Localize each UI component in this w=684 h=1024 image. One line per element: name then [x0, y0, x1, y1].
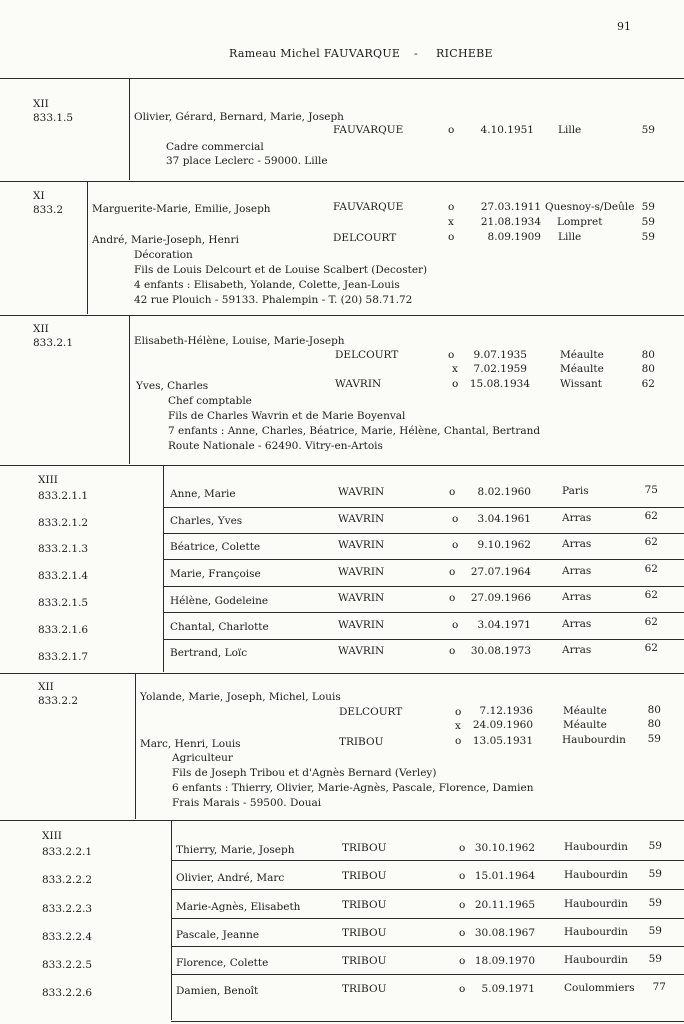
birth-symbol: o — [448, 349, 455, 361]
birth-department: 59 — [648, 897, 662, 909]
row-divider — [163, 507, 684, 508]
birth-symbol: o — [452, 619, 459, 631]
birth-place: Paris — [562, 485, 589, 497]
section-divider — [0, 820, 684, 821]
birth-department: 80 — [641, 349, 655, 361]
entry-code: 833.2.1.2 — [38, 517, 89, 529]
birth-place: Méaulte — [563, 705, 607, 717]
birth-date: 20.11.1965 — [474, 899, 535, 911]
children: 7 enfants : Anne, Charles, Béatrice, Marie, Hélène, Chantal, Bertrand — [168, 425, 541, 437]
birth-date: 27.03.1911 — [480, 201, 541, 213]
person-given-names: Hélène, Godeleine — [170, 595, 269, 607]
birth-symbol: o — [449, 486, 456, 498]
person-surname: TRIBOU — [342, 983, 387, 995]
spouse-surname: DELCOURT — [333, 232, 397, 244]
person-given-names: Marguerite-Marie, Emilie, Joseph — [92, 203, 271, 215]
birth-department: 62 — [644, 536, 658, 548]
entry-code: 833.2.2.1 — [42, 846, 93, 858]
birth-department: 59 — [648, 953, 662, 965]
section-vertical-rule — [87, 181, 88, 314]
address: 42 rue Plouich - 59133. Phalempin - T. (20) 58.71.72 — [134, 294, 413, 306]
person-given-names: Marie-Agnès, Elisabeth — [176, 901, 301, 913]
person-given-names: Olivier, André, Marc — [176, 872, 285, 884]
person-surname: WAVRIN — [338, 513, 385, 525]
person-given-names: Charles, Yves — [170, 515, 243, 527]
marriage-symbol: x — [455, 720, 461, 732]
row-divider — [171, 974, 684, 975]
section-vertical-rule — [163, 465, 164, 672]
marriage-department: 80 — [647, 718, 661, 730]
person-surname: FAUVARQUE — [333, 201, 404, 213]
parents: Fils de Louis Delcourt et de Louise Scalbert (Decoster) — [134, 264, 428, 276]
page-title-left: Rameau Michel FAUVARQUE — [229, 47, 401, 60]
birth-date: 15.01.1964 — [474, 870, 535, 882]
person-given-names: Béatrice, Colette — [170, 541, 261, 553]
person-surname: WAVRIN — [338, 539, 385, 551]
spouse-birth-symbol: o — [452, 378, 459, 390]
spouse-birth-place: Wissant — [560, 378, 602, 390]
row-divider — [163, 533, 684, 534]
birth-symbol: o — [455, 706, 462, 718]
section-divider — [0, 465, 684, 466]
birth-symbol: o — [459, 842, 466, 854]
generation-label: XIII — [38, 474, 58, 486]
birth-place: Arras — [562, 538, 592, 550]
birth-department: 62 — [644, 563, 658, 575]
spouse-birth-place: Lille — [558, 231, 582, 243]
birth-date: 30.08.1973 — [470, 645, 531, 657]
person-given-names: Bertrand, Loïc — [170, 647, 248, 659]
section-divider — [0, 315, 684, 316]
birth-date: 4.10.1951 — [480, 124, 534, 136]
marriage-department: 80 — [641, 363, 655, 375]
marriage-symbol: x — [448, 216, 454, 228]
spouse-surname: WAVRIN — [335, 378, 382, 390]
entry-code: 833.2.1.5 — [38, 597, 89, 609]
birth-place: Haubourdin — [564, 954, 628, 966]
person-given-names: Damien, Benoît — [176, 985, 259, 997]
birth-place: Lille — [558, 124, 582, 136]
person-surname: WAVRIN — [338, 645, 385, 657]
birth-department: 62 — [644, 642, 658, 654]
birth-place: Méaulte — [560, 349, 604, 361]
generation-label: XI — [33, 190, 45, 202]
marriage-department: 59 — [641, 216, 655, 228]
section-vertical-rule — [171, 820, 172, 1020]
birth-date: 7.12.1936 — [479, 705, 533, 717]
person-surname: WAVRIN — [338, 566, 385, 578]
person-given-names: Yolande, Marie, Joseph, Michel, Louis — [140, 691, 341, 703]
birth-date: 18.09.1970 — [474, 955, 535, 967]
page-title-separator: - — [414, 47, 419, 60]
page-number: 91 — [617, 20, 631, 33]
entry-code: 833.2.2 — [38, 695, 79, 707]
section-vertical-rule — [135, 673, 136, 819]
birth-date: 3.04.1961 — [477, 513, 531, 525]
occupation: Cadre commercial — [166, 141, 264, 153]
birth-department: 77 — [652, 981, 666, 993]
row-divider — [163, 586, 684, 587]
parents: Fils de Joseph Tribou et d'Agnès Bernard (Verley) — [172, 767, 437, 779]
generation-label: XII — [33, 98, 49, 110]
spouse-given-names: Marc, Henri, Louis — [140, 738, 241, 750]
generation-label: XII — [38, 681, 54, 693]
person-given-names: Pascale, Jeanne — [176, 929, 260, 941]
birth-date: 5.09.1971 — [481, 983, 535, 995]
birth-place: Arras — [562, 591, 592, 603]
marriage-date: 7.02.1959 — [473, 363, 527, 375]
page-title-right: RICHEBE — [436, 47, 493, 60]
section-divider — [0, 78, 684, 79]
birth-symbol: o — [459, 870, 466, 882]
birth-symbol: o — [449, 645, 456, 657]
spouse-birth-place: Haubourdin — [562, 734, 626, 746]
children: 6 enfants : Thierry, Olivier, Marie-Agnès, Pascale, Florence, Damien — [172, 782, 534, 794]
person-surname: TRIBOU — [342, 927, 387, 939]
birth-place: Haubourdin — [564, 841, 628, 853]
person-surname: TRIBOU — [342, 899, 387, 911]
address: 37 place Leclerc - 59000. Lille — [166, 155, 328, 167]
birth-symbol: o — [459, 955, 466, 967]
entry-code: 833.1.5 — [33, 112, 74, 124]
row-divider — [163, 639, 684, 640]
row-divider — [163, 612, 684, 613]
birth-date: 3.04.1971 — [477, 619, 531, 631]
person-surname: FAUVARQUE — [333, 124, 404, 136]
birth-place: Arras — [562, 618, 592, 630]
birth-place: Coulommiers — [564, 982, 635, 994]
birth-department: 59 — [648, 925, 662, 937]
marriage-date: 21.08.1934 — [480, 216, 541, 228]
marriage-date: 24.09.1960 — [472, 719, 533, 731]
birth-department: 62 — [644, 589, 658, 601]
birth-department: 59 — [648, 868, 662, 880]
entry-code: 833.2.1.6 — [38, 624, 89, 636]
marriage-place: Méaulte — [560, 363, 604, 375]
birth-date: 8.02.1960 — [477, 486, 531, 498]
spouse-birth-date: 15.08.1934 — [469, 378, 530, 390]
birth-symbol: o — [449, 592, 456, 604]
person-surname: TRIBOU — [342, 955, 387, 967]
person-surname: TRIBOU — [342, 870, 387, 882]
section-vertical-rule — [129, 78, 130, 180]
birth-department: 80 — [647, 704, 661, 716]
birth-department: 75 — [644, 484, 658, 496]
row-divider — [171, 860, 684, 861]
person-surname: WAVRIN — [338, 619, 385, 631]
row-divider — [163, 559, 684, 560]
person-given-names: Marie, Françoise — [170, 568, 261, 580]
address: Frais Marais - 59500. Douai — [172, 797, 322, 809]
entry-code: 833.2.2.3 — [42, 903, 93, 915]
birth-date: 30.08.1967 — [474, 927, 535, 939]
marriage-symbol: x — [452, 363, 458, 375]
birth-place: Haubourdin — [564, 898, 628, 910]
birth-date: 9.07.1935 — [473, 349, 527, 361]
entry-code: 833.2.2.2 — [42, 874, 93, 886]
entry-code: 833.2.2.4 — [42, 931, 93, 943]
person-surname: WAVRIN — [338, 592, 385, 604]
birth-department: 62 — [644, 616, 658, 628]
birth-symbol: o — [452, 539, 459, 551]
section-vertical-rule — [129, 315, 130, 464]
section-divider — [0, 673, 684, 674]
birth-symbol: o — [448, 124, 455, 136]
person-surname: DELCOURT — [339, 706, 403, 718]
birth-date: 30.10.1962 — [474, 842, 535, 854]
birth-department: 59 — [648, 840, 662, 852]
generation-label: XIII — [42, 830, 62, 842]
person-given-names: Chantal, Charlotte — [170, 621, 269, 633]
birth-symbol: o — [449, 566, 456, 578]
entry-code: 833.2.1.3 — [38, 543, 89, 555]
address: Route Nationale - 62490. Vitry-en-Artois — [168, 440, 383, 452]
children: 4 enfants : Elisabeth, Yolande, Colette, Jean-Louis — [134, 279, 400, 291]
row-divider — [171, 918, 684, 919]
birth-symbol: o — [459, 927, 466, 939]
entry-code: 833.2.2.5 — [42, 959, 93, 971]
occupation: Agriculteur — [172, 752, 233, 764]
decoration: Décoration — [134, 249, 193, 261]
entry-code: 833.2.2.6 — [42, 987, 93, 999]
row-divider — [171, 889, 684, 890]
person-given-names: Anne, Marie — [170, 488, 236, 500]
person-surname: WAVRIN — [338, 486, 385, 498]
spouse-birth-date: 8.09.1909 — [487, 231, 541, 243]
entry-code: 833.2.1 — [33, 337, 74, 349]
person-surname: TRIBOU — [342, 842, 387, 854]
birth-place: Arras — [562, 512, 592, 524]
spouse-surname: TRIBOU — [339, 736, 384, 748]
person-surname: DELCOURT — [335, 349, 399, 361]
birth-date: 27.09.1966 — [470, 592, 531, 604]
birth-place: Arras — [562, 565, 592, 577]
birth-place: Quesnoy-s/Deûle — [545, 201, 635, 213]
birth-department: 59 — [641, 124, 655, 136]
spouse-birth-department: 62 — [641, 378, 655, 390]
birth-date: 9.10.1962 — [477, 539, 531, 551]
section-divider — [0, 181, 684, 182]
birth-place: Haubourdin — [564, 926, 628, 938]
birth-place: Haubourdin — [564, 869, 628, 881]
marriage-place: Méaulte — [563, 719, 607, 731]
spouse-birth-date: 13.05.1931 — [472, 735, 533, 747]
spouse-given-names: André, Marie-Joseph, Henri — [92, 234, 239, 246]
entry-code: 833.2.1.4 — [38, 570, 89, 582]
spouse-given-names: Yves, Charles — [136, 380, 209, 392]
row-divider — [171, 1021, 684, 1022]
person-given-names: Florence, Colette — [176, 957, 269, 969]
birth-place: Arras — [562, 644, 592, 656]
person-given-names: Olivier, Gérard, Bernard, Marie, Joseph — [134, 111, 344, 123]
entry-code: 833.2 — [33, 204, 64, 216]
birth-symbol: o — [459, 899, 466, 911]
birth-department: 62 — [644, 510, 658, 522]
entry-code: 833.2.1.1 — [38, 490, 89, 502]
birth-symbol: o — [452, 513, 459, 525]
birth-date: 27.07.1964 — [470, 566, 531, 578]
row-divider — [171, 946, 684, 947]
person-given-names: Thierry, Marie, Joseph — [176, 844, 295, 856]
birth-symbol: o — [448, 201, 455, 213]
parents: Fils de Charles Wavrin et de Marie Boyenval — [168, 410, 406, 422]
spouse-birth-department: 59 — [641, 231, 655, 243]
birth-symbol: o — [459, 983, 466, 995]
entry-code: 833.2.1.7 — [38, 651, 89, 663]
spouse-birth-department: 59 — [647, 733, 661, 745]
spouse-birth-symbol: o — [448, 231, 455, 243]
birth-department: 59 — [641, 201, 655, 213]
marriage-place: Lompret — [557, 216, 603, 228]
occupation: Chef comptable — [168, 395, 252, 407]
generation-label: XII — [33, 323, 49, 335]
person-given-names: Elisabeth-Hélène, Louise, Marie-Joseph — [134, 335, 345, 347]
spouse-birth-symbol: o — [455, 735, 462, 747]
